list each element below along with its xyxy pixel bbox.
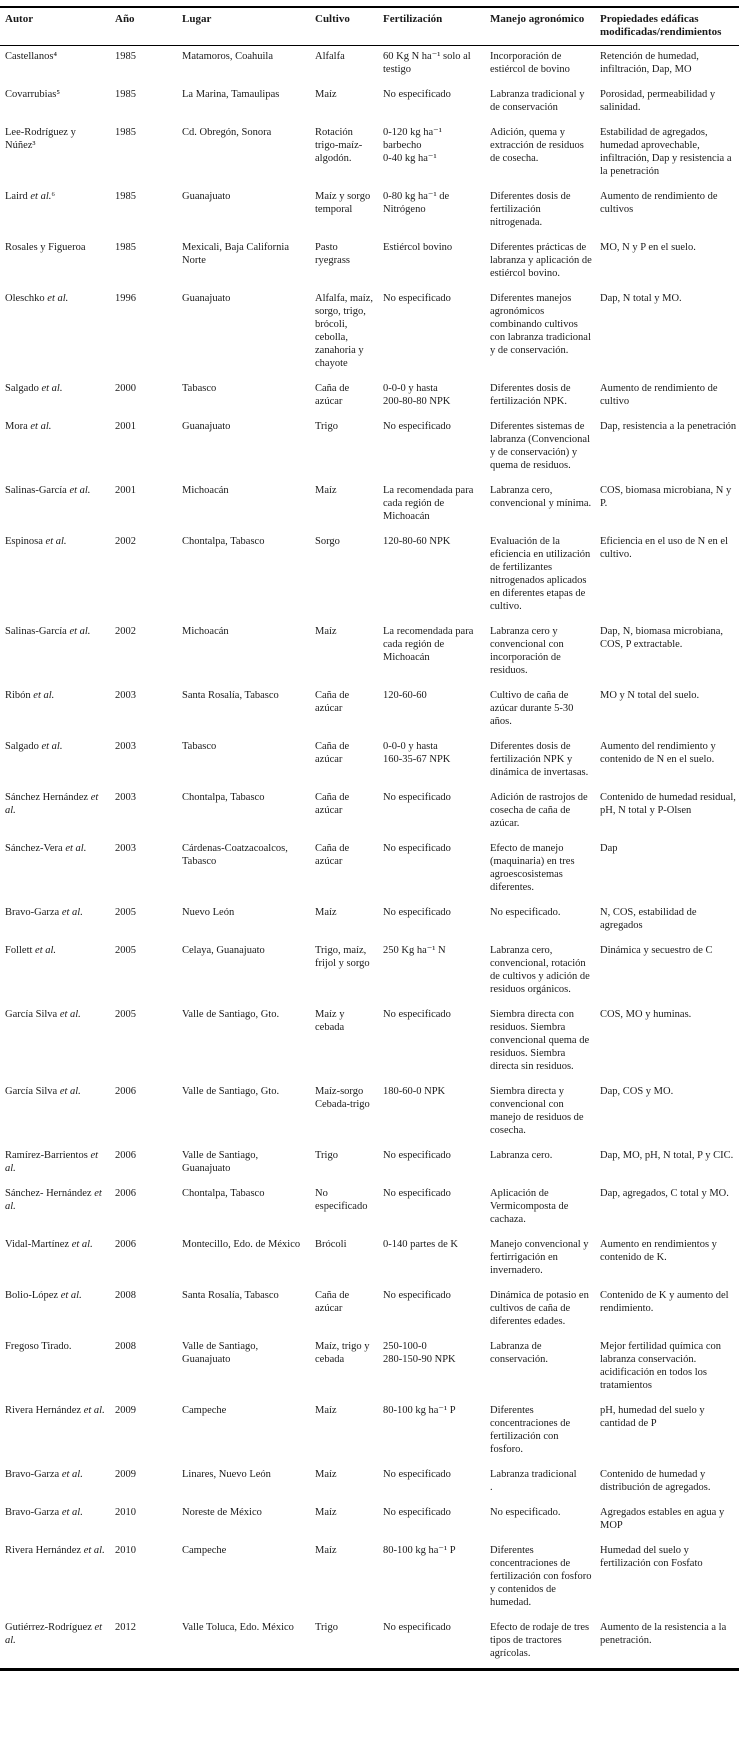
cell-ano: 2002: [115, 536, 136, 547]
cell-autor: Fregoso Tirado.: [5, 1341, 72, 1352]
table-row: [0, 288, 739, 378]
cell-autor: Sánchez-Vera et al.: [5, 843, 87, 854]
cell-ano: 2003: [115, 843, 136, 854]
column-header-lugar: Lugar: [182, 7, 315, 46]
cell-lugar: Chontalpa, Tabasco: [182, 1188, 265, 1199]
cell-ano: 1985: [115, 242, 136, 253]
cell-lugar: Celaya, Guanajuato: [182, 945, 265, 956]
table-row: [0, 1336, 739, 1400]
cell-autor: Ribón et al.: [5, 690, 55, 701]
cell-lugar: Linares, Nuevo León: [182, 1469, 271, 1480]
cell-ano: 2000: [115, 383, 136, 394]
cell-ano: 1985: [115, 191, 136, 202]
cell-manejo: Manejo convencional y fertirrigación en invernadero.: [490, 1239, 589, 1276]
cell-propiedades: MO, N y P en el suelo.: [600, 242, 696, 253]
cell-autor: Sánchez- Hernández et al.: [5, 1188, 102, 1212]
cell-propiedades: Dap, MO, pH, N total, P y CIC.: [600, 1150, 734, 1161]
table-row: [0, 940, 739, 1004]
table-row: [0, 480, 739, 531]
column-header-fertilizacion: Fertilización: [383, 7, 490, 46]
cell-ano: 2005: [115, 907, 136, 918]
cell-manejo: Diferentes dosis de fertilización nitrogenada.: [490, 191, 571, 228]
cell-fertilizacion: No especificado: [383, 1622, 451, 1633]
cell-fertilizacion: 0-120 kg ha⁻¹ barbecho 0-40 kg ha⁻¹: [383, 127, 442, 164]
cell-cultivo: Brócoli: [315, 1239, 347, 1250]
cell-propiedades: Dap, agregados, C total y MO.: [600, 1188, 729, 1199]
cell-ano: 2008: [115, 1290, 136, 1301]
cell-propiedades: Retención de humedad, infiltración, Dap, MO: [600, 51, 699, 75]
table-row: [0, 1183, 739, 1234]
cell-propiedades: Dap: [600, 843, 618, 854]
cell-lugar: Mexicali, Baja California Norte: [182, 242, 290, 266]
cell-fertilizacion: 180-60-0 NPK: [383, 1086, 446, 1097]
column-header-autor: Autor: [0, 7, 115, 46]
cell-lugar: Tabasco: [182, 383, 217, 394]
cell-propiedades: Porosidad, permeabilidad y salinidad.: [600, 89, 716, 113]
cell-cultivo: Trigo: [315, 421, 338, 432]
cell-cultivo: Caña de azúcar: [315, 690, 350, 714]
cell-propiedades: Aumento en rendimientos y contenido de K.: [600, 1239, 717, 1263]
cell-propiedades: Estabilidad de agregados, humedad aprovechable, infiltración, Dap y resistencia a la penetración: [600, 127, 732, 177]
table-row: [0, 122, 739, 186]
cell-lugar: Michoacán: [182, 626, 229, 637]
cell-lugar: Campeche: [182, 1405, 227, 1416]
cell-cultivo: Caña de azúcar: [315, 741, 350, 765]
cell-cultivo: Caña de azúcar: [315, 1290, 350, 1314]
cell-ano: 1985: [115, 89, 136, 100]
cell-lugar: Valle de Santiago, Gto.: [182, 1086, 280, 1097]
cell-propiedades: Aumento de la resistencia a la penetración.: [600, 1622, 727, 1646]
cell-autor: Espinosa et al.: [5, 536, 67, 547]
cell-ano: 2002: [115, 626, 136, 637]
column-header-propiedades: Propiedades edáficas modificadas/rendimientos: [600, 7, 739, 46]
cell-propiedades: MO y N total del suelo.: [600, 690, 700, 701]
cell-propiedades: Contenido de K y aumento del rendimiento.: [600, 1290, 729, 1314]
cell-ano: 1985: [115, 127, 136, 138]
cell-propiedades: pH, humedad del suelo y cantidad de P: [600, 1405, 705, 1429]
cell-cultivo: Trigo: [315, 1150, 338, 1161]
cell-ano: 2012: [115, 1622, 136, 1633]
cell-autor: Lee-Rodríguez y Núñez³: [5, 127, 76, 151]
cell-ano: 2006: [115, 1086, 136, 1097]
cell-ano: 2006: [115, 1150, 136, 1161]
cell-autor: Rivera Hernández et al.: [5, 1405, 105, 1416]
cell-manejo: Labranza cero.: [490, 1150, 553, 1161]
cell-fertilizacion: No especificado: [383, 1469, 451, 1480]
table-row: [0, 838, 739, 902]
table-header: [0, 7, 739, 46]
cell-propiedades: Agregados estables en agua y MOP: [600, 1507, 725, 1531]
cell-cultivo: Alfalfa: [315, 51, 345, 62]
cell-manejo: Efecto de rodaje de tres tipos de tractores agrícolas.: [490, 1622, 590, 1659]
cell-fertilizacion: No especificado: [383, 293, 451, 304]
cell-fertilizacion: La recomendada para cada región de Michoacán: [383, 485, 474, 522]
cell-autor: García Silva et al.: [5, 1086, 81, 1097]
cell-cultivo: Caña de azúcar: [315, 383, 350, 407]
studies-table: [0, 6, 739, 1671]
table-row: [0, 685, 739, 736]
table-row: [0, 531, 739, 621]
cell-cultivo: Maíz: [315, 1469, 337, 1480]
column-header-ano: Año: [115, 7, 182, 46]
column-header-manejo: Manejo agronómico: [490, 7, 600, 46]
table-row: [0, 1400, 739, 1464]
cell-propiedades: COS, MO y huminas.: [600, 1009, 692, 1020]
cell-manejo: Siembra directa con residuos. Siembra convencional quema de residuos. Siembra directa sin residuos.: [490, 1009, 590, 1072]
cell-fertilizacion: No especificado: [383, 89, 451, 100]
cell-manejo: Siembra directa y convencional con manejo de residuos de cosecha.: [490, 1086, 584, 1136]
cell-ano: 1985: [115, 51, 136, 62]
cell-ano: 2003: [115, 741, 136, 752]
cell-manejo: Aplicación de Vermicomposta de cachaza.: [490, 1188, 569, 1225]
cell-manejo: Dinámica de potasio en cultivos de caña de diferentes edades.: [490, 1290, 589, 1327]
column-header-cultivo: Cultivo: [315, 7, 383, 46]
table-row: [0, 1285, 739, 1336]
cell-manejo: Labranza tradicional y de conservación: [490, 89, 585, 113]
cell-manejo: Diferentes prácticas de labranza y aplicación de estiércol bovino.: [490, 242, 592, 279]
cell-fertilizacion: 80-100 kg ha⁻¹ P: [383, 1405, 456, 1416]
cell-autor: Gutiérrez-Rodríguez et al.: [5, 1622, 103, 1646]
cell-propiedades: Mejor fertilidad química con labranza conservación. acidificación en todos los tratamientos: [600, 1341, 722, 1391]
cell-manejo: Incorporación de estiércol de bovino: [490, 51, 570, 75]
table-row: [0, 902, 739, 940]
cell-cultivo: Caña de azúcar: [315, 792, 350, 816]
cell-manejo: Diferentes concentraciones de fertilización con fosforo.: [490, 1405, 571, 1455]
cell-autor: Ramírez-Barrientos et al.: [5, 1150, 99, 1174]
cell-ano: 2003: [115, 690, 136, 701]
cell-cultivo: Sorgo: [315, 536, 340, 547]
cell-lugar: Guanajuato: [182, 421, 231, 432]
cell-manejo: Adición, quema y extracción de residuos de cosecha.: [490, 127, 584, 164]
cell-cultivo: Trigo, maíz, frijol y sorgo: [315, 945, 370, 969]
cell-cultivo: Maíz: [315, 89, 337, 100]
cell-lugar: Matamoros, Coahuila: [182, 51, 273, 62]
cell-autor: Bravo-Garza et al.: [5, 1507, 83, 1518]
cell-cultivo: Maíz, trigo y cebada: [315, 1341, 370, 1365]
table-row: [0, 1004, 739, 1081]
cell-autor: Salgado et al.: [5, 741, 63, 752]
cell-ano: 2008: [115, 1341, 136, 1352]
cell-lugar: Valle de Santiago, Guanajuato: [182, 1150, 259, 1174]
table-row: [0, 416, 739, 480]
cell-manejo: Diferentes sistemas de labranza (Convencional y de conservación) y quema de residuos.: [490, 421, 590, 471]
cell-manejo: Diferentes dosis de fertilización NPK y dinámica de invertasas.: [490, 741, 589, 778]
cell-cultivo: Maíz: [315, 1405, 337, 1416]
cell-fertilizacion: 250-100-0 280-150-90 NPK: [383, 1341, 456, 1365]
cell-cultivo: Maíz: [315, 626, 337, 637]
cell-autor: Bravo-Garza et al.: [5, 1469, 83, 1480]
cell-autor: Mora et al.: [5, 421, 52, 432]
cell-cultivo: Maíz: [315, 1507, 337, 1518]
table-row: [0, 378, 739, 416]
cell-propiedades: COS, biomasa microbiana, N y P.: [600, 485, 732, 509]
table-body: [0, 46, 739, 1670]
cell-autor: Bravo-Garza et al.: [5, 907, 83, 918]
cell-fertilizacion: No especificado: [383, 1188, 451, 1199]
cell-autor: Follett et al.: [5, 945, 57, 956]
cell-autor: Salgado et al.: [5, 383, 63, 394]
cell-propiedades: Dap, N, biomasa microbiana, COS, P extractable.: [600, 626, 724, 650]
cell-ano: 2005: [115, 1009, 136, 1020]
table-row: [0, 1502, 739, 1540]
cell-lugar: Guanajuato: [182, 293, 231, 304]
table-row: [0, 84, 739, 122]
cell-autor: Castellanos⁴: [5, 51, 58, 62]
cell-cultivo: Alfalfa, maíz, sorgo, trigo, brócoli, cebolla, zanahoria y chayote: [315, 293, 374, 369]
table-row: [0, 1145, 739, 1183]
table-row: [0, 736, 739, 787]
cell-cultivo: Maíz: [315, 1545, 337, 1556]
cell-cultivo: Maíz: [315, 907, 337, 918]
cell-lugar: La Marina, Tamaulipas: [182, 89, 280, 100]
cell-lugar: Noreste de México: [182, 1507, 262, 1518]
cell-propiedades: N, COS, estabilidad de agregados: [600, 907, 697, 931]
table-row: [0, 1540, 739, 1617]
table-header-row: [0, 7, 739, 46]
cell-autor: Rivera Hernández et al.: [5, 1545, 105, 1556]
table-row: [0, 1617, 739, 1670]
cell-lugar: Cárdenas-Coatzacoalcos, Tabasco: [182, 843, 288, 867]
cell-autor: Salinas-García et al.: [5, 485, 91, 496]
cell-ano: 2001: [115, 485, 136, 496]
cell-ano: 2009: [115, 1405, 136, 1416]
cell-propiedades: Aumento del rendimiento y contenido de N en el suelo.: [600, 741, 716, 765]
cell-fertilizacion: 60 Kg N ha⁻¹ solo al testigo: [383, 51, 471, 75]
cell-lugar: Santa Rosalía, Tabasco: [182, 1290, 279, 1301]
cell-fertilizacion: No especificado: [383, 1507, 451, 1518]
cell-propiedades: Dinámica y secuestro de C: [600, 945, 713, 956]
cell-lugar: Chontalpa, Tabasco: [182, 792, 265, 803]
cell-manejo: No especificado.: [490, 1507, 561, 1518]
cell-lugar: Cd. Obregón, Sonora: [182, 127, 272, 138]
cell-autor: Oleschko et al.: [5, 293, 69, 304]
cell-fertilizacion: No especificado: [383, 792, 451, 803]
cell-propiedades: Dap, resistencia a la penetración: [600, 421, 737, 432]
cell-ano: 2006: [115, 1188, 136, 1199]
cell-propiedades: Eficiencia en el uso de N en el cultivo.: [600, 536, 728, 560]
cell-fertilizacion: 250 Kg ha⁻¹ N: [383, 945, 446, 956]
cell-manejo: Efecto de manejo (maquinaria) en tres agroescosistemas diferentes.: [490, 843, 575, 893]
cell-ano: 2001: [115, 421, 136, 432]
cell-ano: 2006: [115, 1239, 136, 1250]
cell-fertilizacion: No especificado: [383, 907, 451, 918]
cell-manejo: Labranza cero, convencional y mínima.: [490, 485, 592, 509]
cell-manejo: Cultivo de caña de azúcar durante 5-30 años.: [490, 690, 574, 727]
table-row: [0, 1081, 739, 1145]
cell-propiedades: Humedad del suelo y fertilización con Fosfato: [600, 1545, 703, 1569]
table-row: [0, 237, 739, 288]
cell-cultivo: Pasto ryegrass: [315, 242, 350, 266]
cell-lugar: Valle de Santiago, Guanajuato: [182, 1341, 259, 1365]
cell-autor: Rosales y Figueroa: [5, 242, 86, 253]
cell-fertilizacion: La recomendada para cada región de Michoacán: [383, 626, 474, 663]
cell-propiedades: Contenido de humedad y distribución de agregados.: [600, 1469, 711, 1493]
cell-fertilizacion: No especificado: [383, 1150, 451, 1161]
cell-lugar: Tabasco: [182, 741, 217, 752]
cell-fertilizacion: No especificado: [383, 1290, 451, 1301]
cell-propiedades: Dap, N total y MO.: [600, 293, 682, 304]
cell-manejo: No especificado.: [490, 907, 561, 918]
cell-lugar: Santa Rosalía, Tabasco: [182, 690, 279, 701]
cell-autor: Salinas-García et al.: [5, 626, 91, 637]
table-row: [0, 46, 739, 85]
cell-autor: Sánchez Hernández et al.: [5, 792, 99, 816]
cell-fertilizacion: 80-100 kg ha⁻¹ P: [383, 1545, 456, 1556]
cell-propiedades: Dap, COS y MO.: [600, 1086, 674, 1097]
cell-lugar: Michoacán: [182, 485, 229, 496]
cell-manejo: Diferentes dosis de fertilización NPK.: [490, 383, 571, 407]
cell-fertilizacion: No especificado: [383, 421, 451, 432]
cell-fertilizacion: 0-0-0 y hasta 160-35-67 NPK: [383, 741, 451, 765]
cell-ano: 2010: [115, 1507, 136, 1518]
cell-manejo: Labranza de conservación.: [490, 1341, 549, 1365]
cell-ano: 2010: [115, 1545, 136, 1556]
cell-lugar: Valle Toluca, Edo. México: [182, 1622, 294, 1633]
cell-fertilizacion: No especificado: [383, 843, 451, 854]
cell-manejo: Labranza cero y convencional con incorporación de residuos.: [490, 626, 564, 676]
cell-manejo: Evaluación de la eficiencia en utilización de fertilizantes nitrogenados aplicados en diferentes etapas de cultivo.: [490, 536, 591, 612]
cell-cultivo: Rotación trigo-maíz-algodón.: [315, 127, 363, 164]
table-row: [0, 1464, 739, 1502]
cell-autor: Bolio-López et al.: [5, 1290, 82, 1301]
table-row: [0, 186, 739, 237]
cell-fertilizacion: 0-140 partes de K: [383, 1239, 458, 1250]
cell-lugar: Valle de Santiago, Gto.: [182, 1009, 280, 1020]
cell-lugar: Nuevo León: [182, 907, 235, 918]
cell-fertilizacion: 0-0-0 y hasta 200-80-80 NPK: [383, 383, 451, 407]
cell-autor: García Silva et al.: [5, 1009, 81, 1020]
cell-cultivo: Maíz-sorgo Cebada-trigo: [315, 1086, 370, 1110]
cell-propiedades: Aumento de rendimiento de cultivo: [600, 383, 718, 407]
cell-fertilizacion: Estiércol bovino: [383, 242, 453, 253]
cell-autor: Vidal-Martínez et al.: [5, 1239, 93, 1250]
cell-propiedades: Aumento de rendimiento de cultivos: [600, 191, 718, 215]
cell-cultivo: No especificado: [315, 1188, 368, 1212]
table-row: [0, 1234, 739, 1285]
cell-fertilizacion: 120-60-60: [383, 690, 427, 701]
cell-autor: Covarrubias⁵: [5, 89, 60, 100]
table-row: [0, 621, 739, 685]
cell-ano: 2009: [115, 1469, 136, 1480]
cell-manejo: Labranza cero, convencional, rotación de cultivos y adición de residuos orgánicos.: [490, 945, 590, 995]
cell-fertilizacion: 120-80-60 NPK: [383, 536, 451, 547]
cell-autor: Laird et al.⁶: [5, 191, 56, 202]
cell-manejo: Labranza tradicional .: [490, 1469, 577, 1493]
cell-manejo: Adición de rastrojos de cosecha de caña de azúcar.: [490, 792, 588, 829]
cell-lugar: Campeche: [182, 1545, 227, 1556]
cell-lugar: Chontalpa, Tabasco: [182, 536, 265, 547]
cell-manejo: Diferentes concentraciones de fertilización con fosforo y contenidos de humedad.: [490, 1545, 592, 1608]
cell-propiedades: Contenido de humedad residual, pH, N total y P-Olsen: [600, 792, 736, 816]
cell-ano: 2003: [115, 792, 136, 803]
cell-cultivo: Maíz y cebada: [315, 1009, 345, 1033]
cell-cultivo: Trigo: [315, 1622, 338, 1633]
cell-fertilizacion: No especificado: [383, 1009, 451, 1020]
cell-cultivo: Caña de azúcar: [315, 843, 350, 867]
cell-lugar: Guanajuato: [182, 191, 231, 202]
table-row: [0, 787, 739, 838]
cell-manejo: Diferentes manejos agronómicos combinando cultivos con labranza tradicional y de conservación.: [490, 293, 591, 356]
cell-fertilizacion: 0-80 kg ha⁻¹ de Nitrógeno: [383, 191, 450, 215]
cell-ano: 2005: [115, 945, 136, 956]
cell-cultivo: Maíz y sorgo temporal: [315, 191, 371, 215]
cell-ano: 1996: [115, 293, 136, 304]
cell-cultivo: Maíz: [315, 485, 337, 496]
cell-lugar: Montecillo, Edo. de México: [182, 1239, 301, 1250]
